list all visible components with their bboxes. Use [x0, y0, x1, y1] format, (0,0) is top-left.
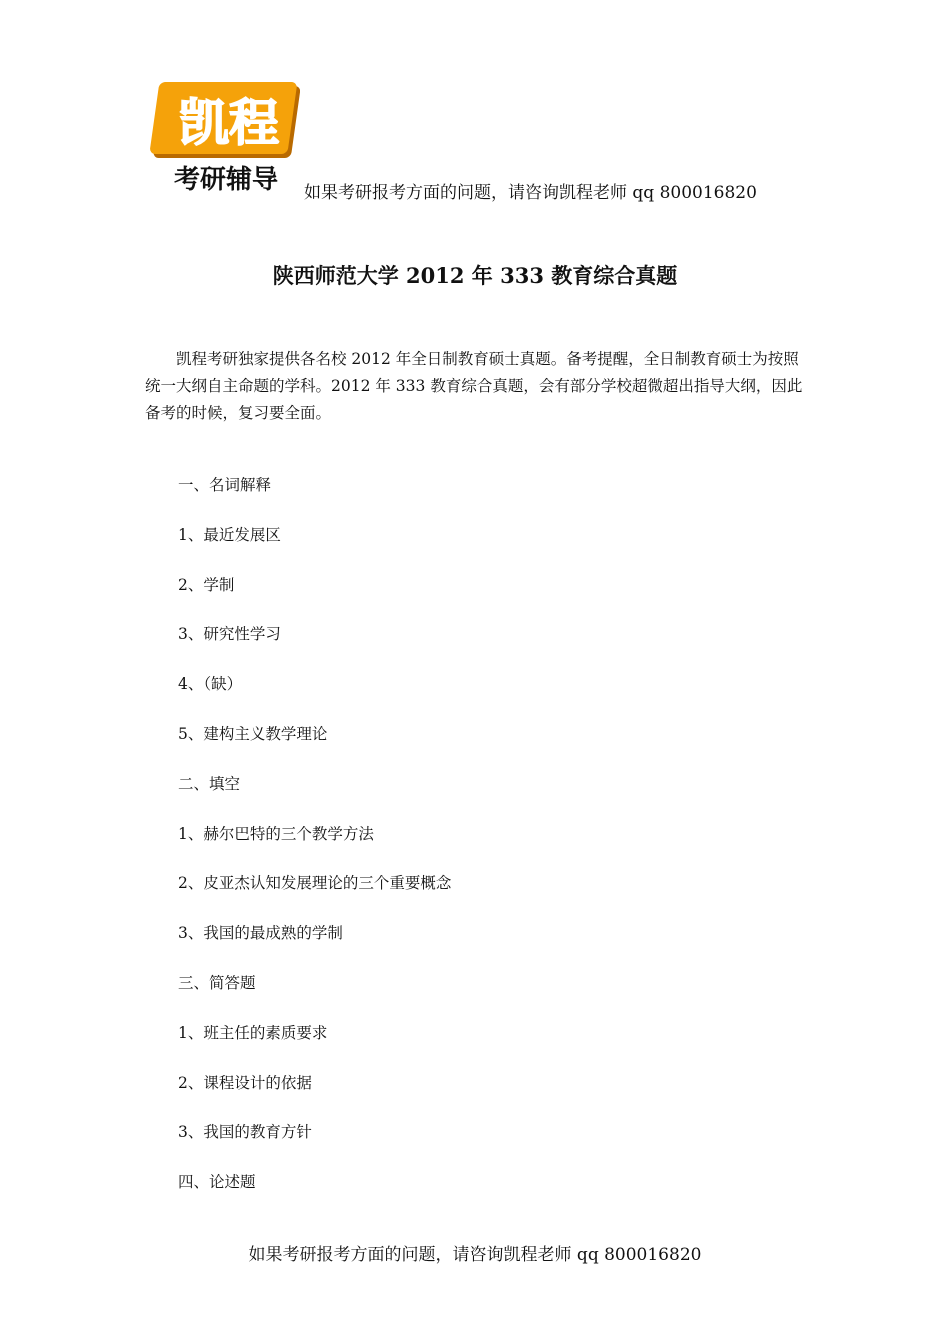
- kaicheng-logo: [150, 78, 300, 198]
- intro-paragraph: 凯程考研独家提供各名校 2012 年全日制教育硕士真题。备考提醒，全日制教育硕士为按照统一大纲自主命题的学科。2012 年 333 教育综合真题，会有部分学校超微超出指导大纲，因此备考的时候，复习要全面。: [145, 350, 803, 422]
- question-outline: [178, 473, 451, 1220]
- outline-item: 二、填空: [178, 774, 241, 793]
- outline-item: 1、最近发展区: [178, 525, 281, 544]
- logo-text: 凯程: [179, 94, 279, 152]
- document-title: 陕西师范大学 2012 年 333 教育综合真题: [272, 263, 678, 288]
- outline-item: 1、班主任的素质要求: [178, 1023, 328, 1042]
- outline-item: 1、赫尔巴特的三个教学方法: [178, 824, 374, 843]
- outline-item: 3、我国的教育方针: [178, 1123, 312, 1142]
- logo-subtitle: 考研辅导: [173, 165, 279, 195]
- outline-item: 四、论述题: [178, 1173, 256, 1192]
- outline-item: 2、皮亚杰认知发展理论的三个重要概念: [178, 874, 452, 893]
- kaicheng-logo-graphic: [150, 78, 300, 198]
- outline-item: 2、学制: [178, 575, 235, 594]
- header-contact-note: 如果考研报考方面的问题，请咨询凯程老师 qq 800016820: [304, 183, 757, 203]
- outline-item: 2、课程设计的依据: [178, 1073, 312, 1092]
- footer-contact-note: 如果考研报考方面的问题，请咨询凯程老师 qq 800016820: [248, 1245, 702, 1265]
- outline-item: 3、研究性学习: [178, 625, 281, 644]
- outline-item: 5、建构主义教学理论: [178, 724, 328, 743]
- outline-item: 三、简答题: [178, 973, 256, 992]
- outline-item: 一、名词解释: [178, 476, 272, 494]
- outline-item: 4、（缺）: [178, 675, 243, 694]
- outline-item: 3、我国的最成熟的学制: [178, 924, 343, 943]
